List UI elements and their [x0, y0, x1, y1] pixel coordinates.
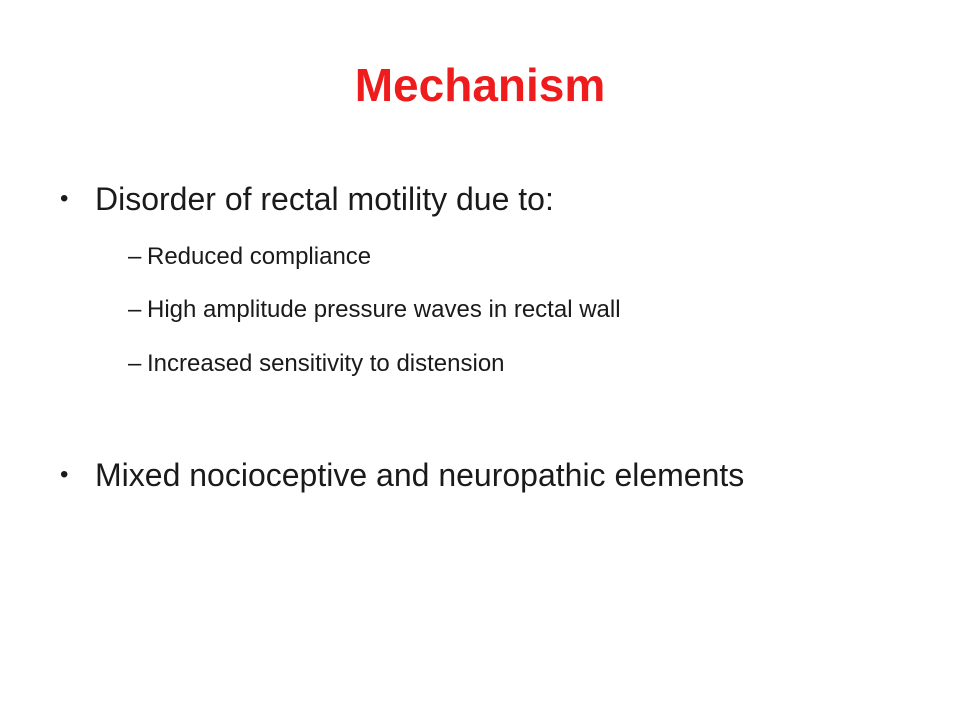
- bullet-dot-icon: •: [60, 185, 69, 212]
- bullet-dot-icon: •: [60, 461, 69, 488]
- sub-bullet-item: [128, 243, 371, 272]
- bullet-item: [60, 180, 554, 218]
- sub-bullet-item: [128, 350, 505, 379]
- dash-icon: –: [128, 243, 142, 270]
- bullet-text: Disorder of rectal motility due to:: [95, 181, 554, 217]
- sub-bullet-text: Increased sensitivity to distension: [147, 350, 505, 377]
- dash-icon: –: [128, 350, 142, 377]
- dash-icon: –: [128, 296, 142, 323]
- slide-title: Mechanism: [354, 59, 606, 111]
- sub-bullet-text: Reduced compliance: [147, 243, 372, 270]
- sub-bullet-text: High amplitude pressure waves in rectal wall: [147, 296, 621, 323]
- bullet-item: [60, 456, 744, 494]
- bullet-text: Mixed nocioceptive and neuropathic elements: [95, 457, 745, 493]
- sub-bullet-item: [128, 296, 621, 325]
